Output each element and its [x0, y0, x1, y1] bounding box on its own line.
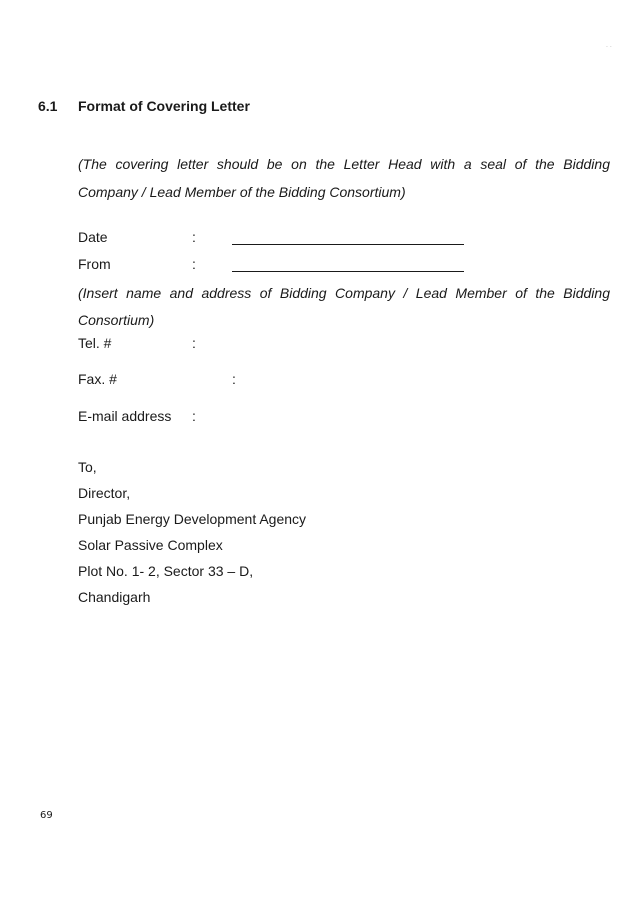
addressee-to: To,	[78, 459, 97, 475]
corner-mark: . .	[606, 42, 612, 49]
fax-label: Fax. #	[78, 371, 117, 387]
addressee-title: Director,	[78, 485, 131, 501]
fax-colon: :	[232, 371, 236, 387]
from-label: From	[78, 256, 111, 272]
instruction-line-2: Company / Lead Member of the Bidding Consortium)	[78, 184, 406, 200]
instruction-line-1: (The covering letter should be on the Letter Head with a seal of the Bidding	[78, 156, 610, 172]
addressee-plot: Plot No. 1- 2, Sector 33 – D,	[78, 563, 254, 579]
section-number: 6.1	[38, 98, 58, 114]
from-colon: :	[192, 256, 196, 272]
addressee-building: Solar Passive Complex	[78, 537, 223, 553]
page-number: 69	[40, 810, 53, 821]
insert-note-line-1: (Insert name and address of Bidding Company / Lead Member of the Bidding	[78, 285, 610, 301]
addressee-organization: Punjab Energy Development Agency	[78, 511, 307, 527]
date-label: Date	[78, 229, 108, 245]
date-colon: :	[192, 229, 196, 245]
section-title: Format of Covering Letter	[78, 98, 250, 114]
insert-note-line-2: Consortium)	[78, 312, 155, 328]
date-blank-line	[232, 244, 464, 245]
addressee-city: Chandigarh	[78, 589, 151, 605]
email-label: E-mail address	[78, 408, 172, 424]
insert-name-note	[78, 280, 610, 334]
tel-label: Tel. #	[78, 335, 112, 351]
tel-colon: :	[192, 335, 196, 351]
instruction-note	[78, 150, 610, 206]
email-colon: :	[192, 408, 196, 424]
from-blank-line	[232, 271, 464, 272]
